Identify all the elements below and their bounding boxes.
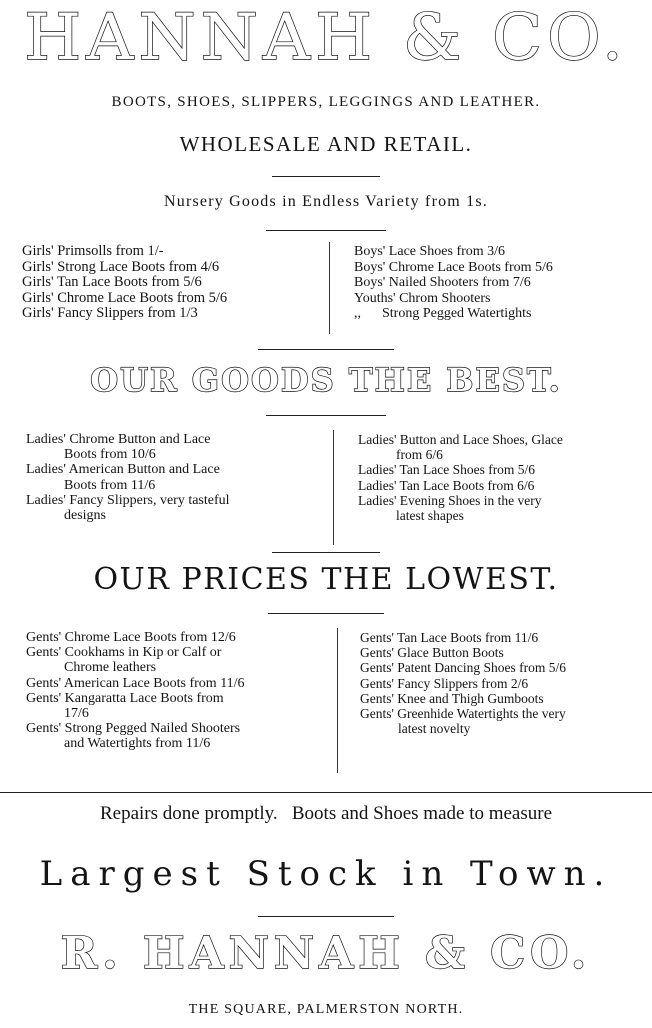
column-divider	[333, 430, 334, 545]
divider	[258, 916, 394, 917]
list-item: Youths' Chrom Shooters	[354, 290, 491, 306]
divider	[268, 613, 384, 614]
column-divider	[329, 242, 330, 334]
list-item: Ladies' Chrome Button and Lace	[26, 432, 211, 447]
list-item: Girls' Chrome Lace Boots from 5/6	[22, 289, 228, 306]
list-item: Gents' Kangaratta Lace Boots from	[26, 690, 224, 706]
wholesale-retail-heading: WHOLESALE AND RETAIL.	[179, 132, 473, 156]
divider	[272, 552, 380, 553]
list-item: ,, Strong Pegged Watertights	[354, 306, 532, 322]
list-item-continuation: latest shapes	[396, 508, 464, 524]
address-line: THE SQUARE, PALMERSTON NORTH.	[188, 1002, 464, 1017]
divider	[272, 176, 380, 177]
largest-stock-line: Largest Stock in Town.	[39, 854, 613, 894]
list-item-continuation: Boots from 11/6	[64, 477, 156, 493]
divider	[266, 230, 386, 231]
list-item-continuation: latest novelty	[398, 721, 471, 737]
list-item: Ladies' Button and Lace Shoes, Glace	[358, 432, 563, 447]
list-item: Gents' Glace Button Boots	[360, 645, 504, 661]
divider	[258, 349, 394, 350]
girls-list	[22, 244, 227, 322]
list-item-continuation: Chrome leathers	[64, 660, 157, 676]
ladies-list-right	[358, 432, 563, 523]
list-item: Ladies' Tan Lace Boots from 6/6	[358, 477, 535, 493]
list-item-continuation: from 6/6	[396, 447, 443, 463]
list-item: Girls' Fancy Slippers from 1/3	[22, 305, 198, 322]
list-item: Girls' Strong Lace Boots from 4/6	[22, 258, 220, 275]
divider	[266, 415, 386, 416]
list-item: Ladies' Tan Lace Shoes from 5/6	[358, 462, 536, 478]
list-item: Boys' Chrome Lace Boots from 5/6	[354, 259, 553, 275]
goods-banner: OUR GOODS THE BEST.	[90, 361, 562, 399]
list-item: Gents' Knee and Thigh Gumboots	[360, 690, 544, 706]
repairs-line: Repairs done promptly. Boots and Shoes made to measure	[99, 803, 553, 824]
gents-list-right	[360, 630, 566, 736]
list-item: Gents' Cookhams in Kip or Calf or	[26, 645, 222, 661]
list-item-continuation: designs	[64, 508, 106, 524]
list-item: Gents' Tan Lace Boots from 11/6	[360, 630, 539, 645]
list-item: Girls' Tan Lace Boots from 5/6	[22, 274, 202, 291]
list-item: Gents' Patent Dancing Shoes from 5/6	[360, 660, 567, 676]
nursery-goods-line: Nursery Goods in Endless Variety from 1s.	[164, 193, 488, 210]
list-item: Boys' Lace Shoes from 3/6	[354, 244, 506, 259]
gents-list-left	[26, 630, 245, 752]
firm-name: R. HANNAH & CO.	[60, 928, 592, 979]
prices-banner: OUR PRICES THE LOWEST.	[93, 562, 559, 597]
list-item: Ladies' Evening Shoes in the very	[358, 492, 542, 508]
list-item-continuation: and Watertights from 11/6	[64, 736, 211, 752]
list-item: Gents' Strong Pegged Nailed Shooters	[26, 721, 241, 737]
list-item: Boys' Nailed Shooters from 7/6	[354, 275, 531, 291]
boys-list	[354, 244, 553, 322]
list-item-continuation: 17/6	[64, 706, 89, 722]
list-item: Girls' Primsolls from 1/-	[22, 243, 164, 259]
page-title: HANNAH & CO.	[24, 1, 628, 75]
product-line: BOOTS, SHOES, SLIPPERS, LEGGINGS AND LEATHER.	[111, 94, 541, 110]
list-item: Gents' American Lace Boots from 11/6	[26, 675, 245, 691]
list-item: Ladies' Fancy Slippers, very tasteful	[26, 492, 230, 508]
list-item: Ladies' American Button and Lace	[26, 462, 220, 478]
column-divider	[337, 628, 338, 773]
list-item: Gents' Greenhide Watertights the very	[360, 706, 566, 722]
list-item: Gents' Fancy Slippers from 2/6	[360, 675, 529, 691]
list-item: Gents' Chrome Lace Boots from 12/6	[26, 630, 236, 645]
divider	[0, 792, 652, 793]
ladies-list-left	[26, 432, 230, 523]
list-item-continuation: Boots from 10/6	[64, 447, 156, 463]
